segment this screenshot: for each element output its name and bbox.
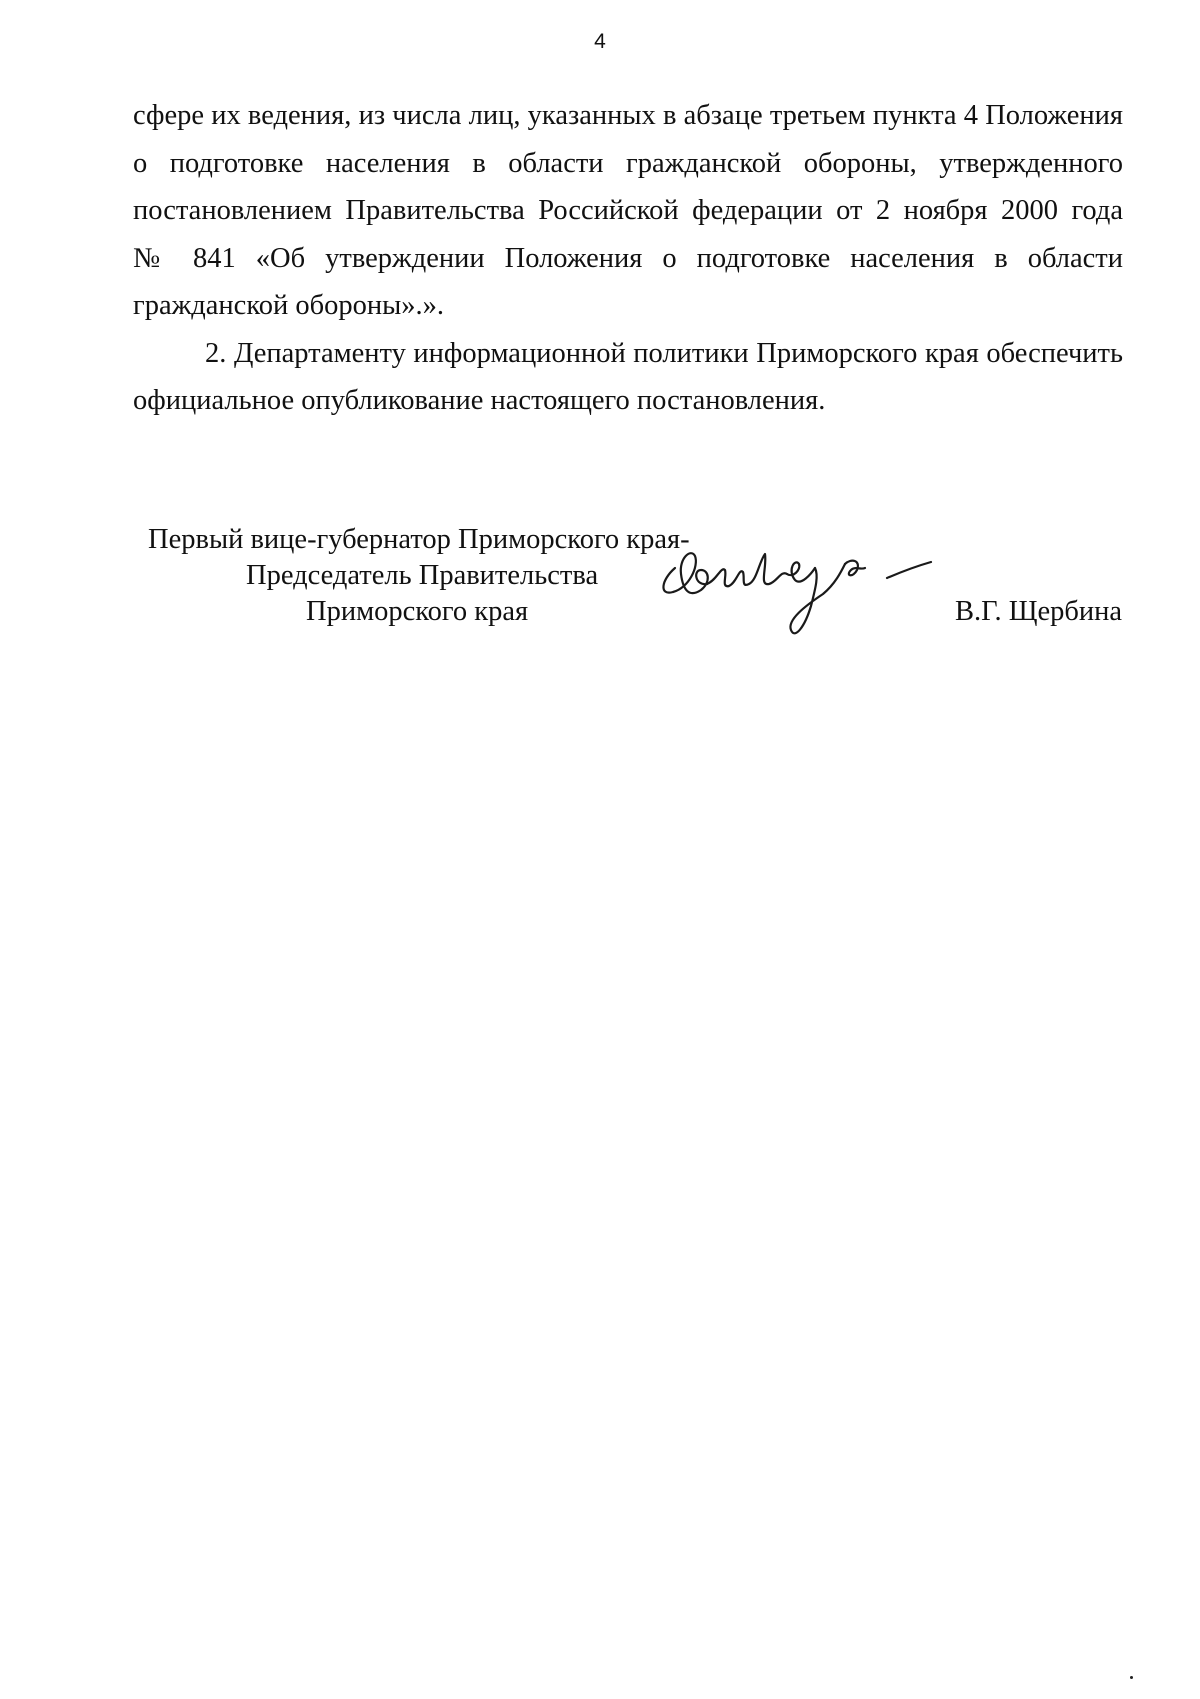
- text-line: официальное опубликование настоящего постановления.: [133, 385, 826, 416]
- page-number: 4: [594, 30, 606, 53]
- text-line: 2. Департаменту информационной политики Приморского края обеспечить: [205, 337, 1123, 369]
- text-line: постановлением Правительства Российской федерации от 2 ноября 2000 года: [133, 195, 1123, 226]
- scan-artifact: [1130, 1676, 1133, 1679]
- document-body: [133, 92, 1123, 425]
- text-line: № 841 «Об утверждении Положения о подготовке населения в области: [133, 242, 1123, 274]
- text-line: о подготовке населения в области гражданской обороны, утвержденного: [133, 147, 1123, 179]
- text-line: сфере их ведения, из числа лиц, указанных в абзаце третьем пункта 4 Положения: [133, 100, 1123, 131]
- handwritten-signature: [655, 530, 975, 670]
- signatory-title-line: Первый вице-губернатор Приморского края-: [148, 524, 690, 555]
- signature-block: [0, 522, 1200, 662]
- signatory-title-line: Председатель Правительства: [246, 560, 599, 591]
- signatory-name: В.Г. Щербина: [955, 596, 1122, 627]
- paragraph-continuation: [133, 92, 1123, 330]
- signatory-title-line: Приморского края: [306, 596, 529, 627]
- text-line: гражданской обороны».».: [133, 290, 445, 321]
- paragraph-item-2: [133, 330, 1123, 425]
